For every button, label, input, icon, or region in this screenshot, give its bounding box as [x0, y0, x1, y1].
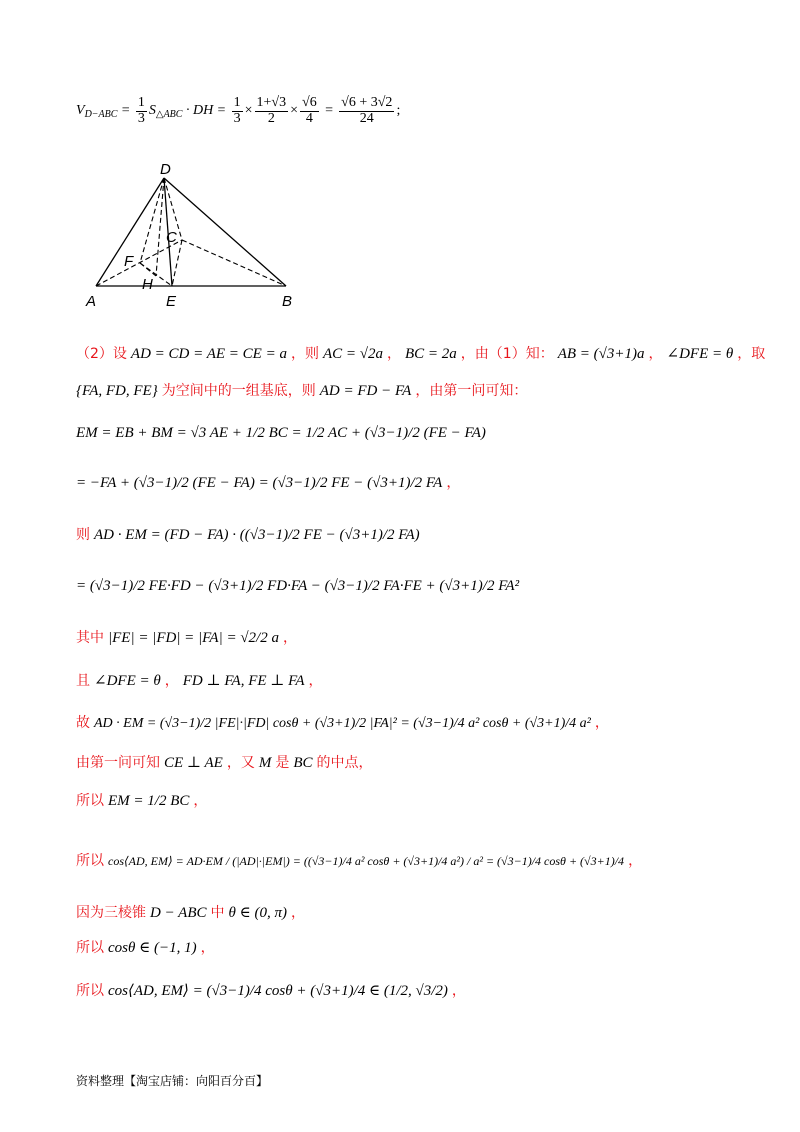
line-14-prefix: 所以 — [76, 940, 104, 956]
line-14-end: ， — [200, 940, 215, 956]
line-7-end: ， — [282, 630, 297, 646]
line-2-text-1: 为空间中的一组基底，则 — [161, 383, 316, 399]
line-6-dot-product-expansion: = (√3−1)/2 FE·FD − (√3+1)/2 FD·FA − (√3−1)/2 FA·FE + (√3+1)/2 FA² — [76, 578, 520, 594]
label-B: B — [282, 293, 293, 310]
line-10-math-1: CE ⊥ AE — [164, 755, 223, 771]
line-13-text-1: 因为三棱锥 — [76, 905, 146, 921]
line-8-end: ， — [308, 673, 323, 689]
line-7-prefix: 其中 — [76, 630, 104, 646]
line-1-math-2: AC = √2a — [322, 346, 383, 362]
line-9-prefix: 故 — [76, 715, 90, 731]
line-8-math-1: ∠DFE = θ — [94, 673, 161, 689]
line-10-text-3: 是 — [275, 755, 290, 771]
tetrahedron-figure — [80, 158, 310, 318]
line-5-prefix: 则 — [76, 527, 90, 543]
line-8-text-1: ， — [164, 673, 179, 689]
line-1-text-5: ， — [648, 346, 663, 362]
edge-FH — [140, 263, 156, 276]
line-13-math-2: θ ∈ (0, π) — [228, 905, 287, 921]
line-1-math-1: AD = CD = AE = CE = a — [130, 346, 287, 362]
line-1-text-3: ， — [387, 346, 401, 362]
line-9-math: AD · EM = (√3−1)/2 |FE|·|FD| cosθ + (√3+1)/2 |FA|² = (√3−1)/4 a² cosθ + (√3+1)/4 a² — [94, 716, 591, 731]
page-footer: 资料整理【淘宝店铺：向阳百分百】 — [76, 1074, 269, 1088]
line-8 — [76, 670, 323, 690]
line-3-em-expansion: EM = EB + BM = √3 AE + 1/2 BC = 1/2 AC + (√3−1)/2 (FE − FA) — [76, 425, 486, 441]
line-11-math: EM = 1/2 BC — [108, 793, 190, 809]
line-4-end: ， — [446, 475, 461, 491]
line-9 — [76, 712, 609, 732]
line-12-prefix: 所以 — [76, 853, 104, 869]
label-A: A — [86, 293, 97, 310]
label-E: E — [166, 293, 177, 310]
line-15-end: ， — [451, 983, 466, 999]
line-12-math: cos⟨AD, EM⟩ = AD·EM / (|AD|·|EM|) = ((√3−1)/4 a² cosθ + (√3+1)/4 a²) / a² = (√3−1)/4 cosθ + (√3+1)/4 — [108, 854, 625, 868]
line-12-end: ， — [628, 853, 643, 869]
edge-AC — [96, 240, 182, 286]
line-14-math: cosθ ∈ (−1, 1) — [108, 940, 197, 956]
line-2-math-2: AD = FD − FA — [319, 383, 412, 399]
line-1-math-3: BC = 2a — [405, 346, 457, 362]
line-2-text-2: ，由第一问可知： — [415, 383, 528, 399]
line-7-math: |FE| = |FD| = |FA| = √2/2 a — [108, 630, 279, 646]
line-10-math-3: BC — [293, 755, 313, 771]
line-1-text-4: ，由（1）知： — [460, 346, 554, 362]
line-13-text-2: 中 — [210, 905, 225, 921]
edge-CB — [182, 240, 286, 286]
line-2 — [76, 380, 527, 400]
line-10-text-1: 由第一问可知 — [76, 755, 160, 771]
line-9-end: ， — [594, 715, 609, 731]
line-13-end: ， — [291, 905, 305, 921]
line-1 — [76, 343, 765, 363]
line-15-math: cos⟨AD, EM⟩ = (√3−1)/4 cosθ + (√3+1)/4 ∈ (1/2, √3/2) — [108, 983, 448, 999]
label-H: H — [142, 276, 153, 293]
line-15-prefix: 所以 — [76, 983, 104, 999]
line-10-text-2: ，又 — [226, 755, 255, 771]
line-10-math-2: M — [258, 755, 272, 771]
line-10-text-4: 的中点， — [316, 755, 373, 771]
line-11-prefix: 所以 — [76, 793, 104, 809]
label-F: F — [124, 253, 134, 270]
line-8-prefix: 且 — [76, 673, 90, 689]
line-1-text-2: ，则 — [290, 346, 319, 362]
line-13-math-1: D − ABC — [150, 905, 207, 921]
line-15 — [76, 980, 466, 1000]
line-11-end: ， — [193, 793, 208, 809]
line-2-basis: {FA, FD, FE} — [76, 383, 158, 399]
line-10 — [76, 752, 373, 772]
line-1-prefix: （2）设 — [76, 346, 127, 362]
line-14 — [76, 937, 215, 957]
line-11 — [76, 790, 207, 810]
edge-DB — [164, 178, 286, 286]
line-4 — [76, 472, 460, 492]
line-12 — [76, 850, 642, 870]
line-5 — [76, 524, 420, 544]
line-1-math-5: ∠DFE = θ — [666, 346, 734, 362]
edge-CE — [172, 240, 182, 286]
line-13 — [76, 902, 305, 922]
line-1-text-6: ，取 — [737, 346, 766, 362]
line-7 — [76, 627, 297, 647]
line-5-math: AD · EM = (FD − FA) · ((√3−1)/2 FE − (√3+1)/2 FA) — [94, 527, 420, 543]
line-8-math-2: FD ⊥ FA, FE ⊥ FA — [182, 673, 305, 689]
label-C: C — [166, 229, 177, 246]
label-D: D — [160, 161, 171, 178]
edge-DH — [156, 178, 164, 276]
volume-formula: $V_{D-ABC}$ = $\frac{1}{3}$ $S_{\triangle ABC}$ · DH = $\frac{1}{3}$ × $\frac{1+√3}{2}$ × $\frac{√6}{4}$ = $\frac{√6 + 3√2}{24}$ ; — [76, 95, 401, 126]
line-1-math-4: AB = (√3+1)a — [557, 346, 645, 362]
line-4-math: = −FA + (√3−1)/2 (FE − FA) = (√3−1)/2 FE − (√3+1)/2 FA — [76, 475, 443, 491]
